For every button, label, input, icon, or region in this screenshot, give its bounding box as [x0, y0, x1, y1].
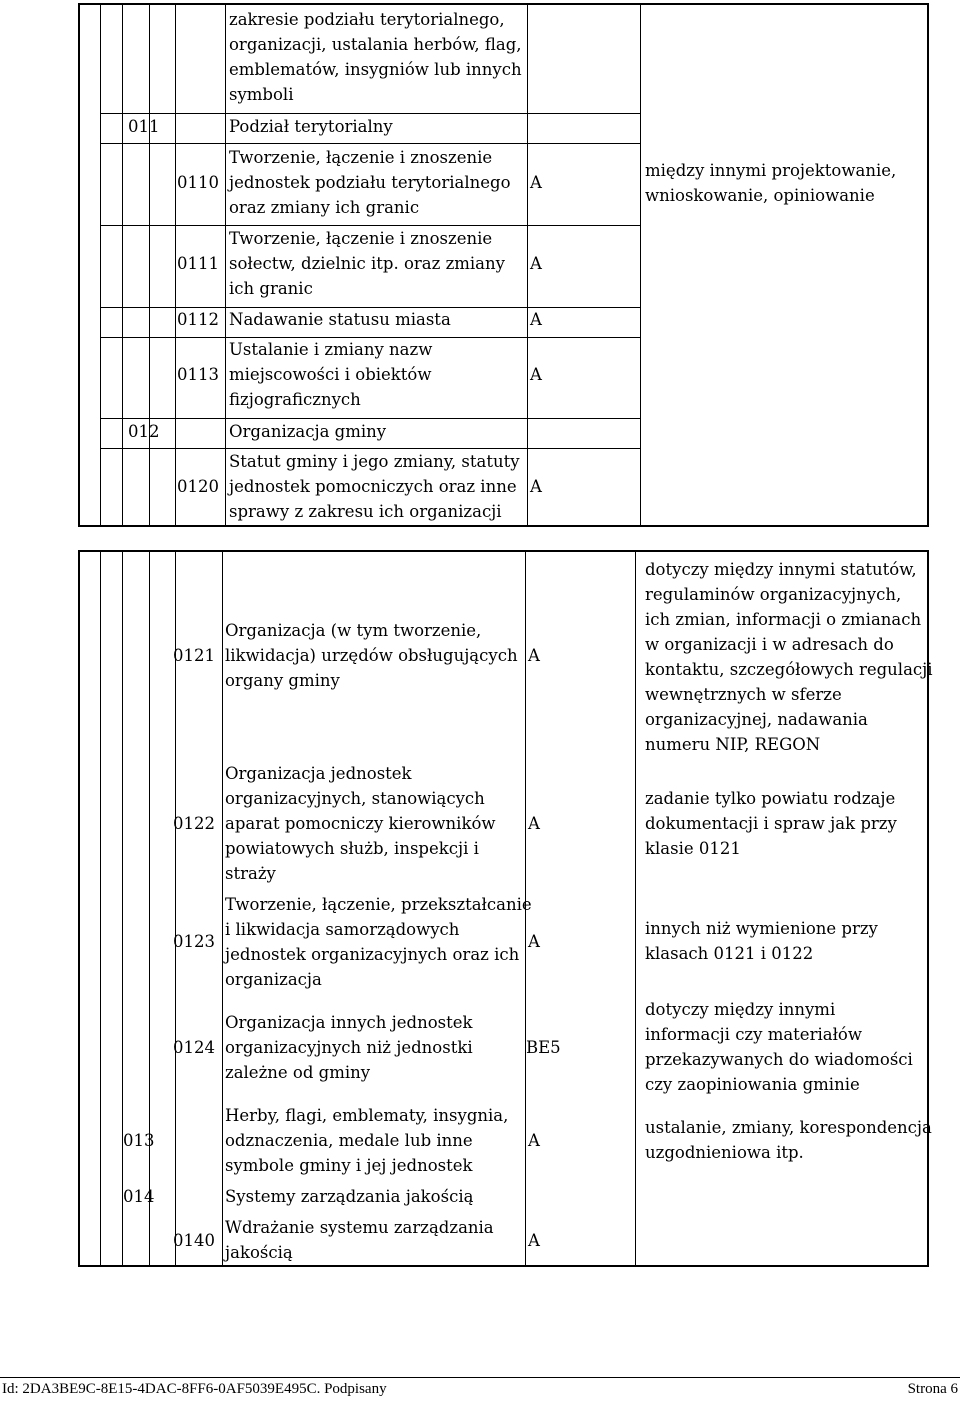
row-code: 013 — [123, 1131, 155, 1150]
row-title: Organizacja innych jednostek organizacyjnych niż jednostki zależne od gminy — [225, 1013, 473, 1082]
row-code: 0120 — [177, 477, 219, 496]
row-title: Tworzenie, łączenie, przekształcanie i likwidacja samorządowych jednostek organizacyjnych oraz ich organizacja — [225, 895, 532, 989]
row-title: Systemy zarządzania jakością — [225, 1187, 474, 1206]
row-title: Podział terytorialny — [229, 117, 393, 136]
row-category: A — [530, 365, 542, 384]
row-code: 0140 — [173, 1231, 215, 1250]
row-category: A — [528, 932, 540, 951]
row-title: Organizacja jednostek organizacyjnych, stanowiących aparat pomocniczy kierowników powiatowych służb, inspekcji i straży — [225, 764, 496, 883]
row-code: 0122 — [173, 814, 215, 833]
row-code: 0110 — [177, 173, 219, 192]
row-category: BE5 — [526, 1038, 561, 1057]
row-code: 012 — [128, 422, 160, 441]
row-remarks: zadanie tylko powiatu rodzaje dokumentacji i spraw jak przy klasie 0121 — [645, 789, 897, 858]
row-code: 0113 — [177, 365, 219, 384]
row-title: Herby, flagi, emblematy, insygnia, odznaczenia, medale lub inne symbole gminy i jej jednostek — [225, 1106, 509, 1175]
row-code: 014 — [123, 1187, 155, 1206]
row-code: 0124 — [173, 1038, 215, 1057]
row-code: 0123 — [173, 932, 215, 951]
row-title: zakresie podziału terytorialnego, organizacji, ustalania herbów, flag, emblematów, insygniów lub innych symboli — [229, 10, 522, 104]
document-id: Id: 2DA3BE9C-8E15-4DAC-8FF6-0AF5039E495C. Podpisany — [2, 1381, 387, 1397]
row-title: Ustalanie i zmiany nazw miejscowości i obiektów fizjograficznych — [229, 340, 433, 409]
row-category: A — [530, 254, 542, 273]
row-remarks: między innymi projektowanie, wnioskowanie, opiniowanie — [645, 161, 897, 205]
row-code: 011 — [128, 117, 160, 136]
row-category: A — [530, 173, 542, 192]
row-title: Statut gminy i jego zmiany, statuty jednostek pomocniczych oraz inne sprawy z zakresu ich organizacji — [229, 452, 520, 521]
row-title: Organizacja (w tym tworzenie, likwidacja) urzędów obsługujących organy gminy — [225, 621, 518, 690]
row-title: Wdrażanie systemu zarządzania jakością — [225, 1218, 494, 1262]
row-category: A — [528, 814, 540, 833]
row-remarks: dotyczy między innymi statutów, regulaminów organizacyjnych, ich zmian, informacji o zmianach w organizacji i w adresach do kontaktu, szczegółowych regulacji wewnętrznych w sferze organizacyjnej, nadawania numeru NIP, REGON — [645, 560, 933, 754]
page-number: Strona 6 — [907, 1381, 958, 1397]
row-category: A — [528, 1131, 540, 1150]
row-title: Tworzenie, łączenie i znoszenie jednostek podziału terytorialnego oraz zmiany ich granic — [229, 148, 511, 217]
row-remarks: dotyczy między innymi informacji czy materiałów przekazywanych do wiadomości czy zaopiniowania gminie — [645, 1000, 913, 1094]
row-code: 0111 — [177, 254, 219, 273]
row-category: A — [528, 1231, 540, 1250]
row-code: 0112 — [177, 310, 219, 329]
footer-divider — [0, 1377, 960, 1378]
row-code: 0121 — [173, 646, 215, 665]
row-remarks: ustalanie, zmiany, korespondencja uzgodnieniowa itp. — [645, 1118, 932, 1162]
row-category: A — [530, 477, 542, 496]
row-category: A — [528, 646, 540, 665]
row-title: Tworzenie, łączenie i znoszenie sołectw, dzielnic itp. oraz zmiany ich granic — [229, 229, 505, 298]
row-title: Nadawanie statusu miasta — [229, 310, 451, 329]
row-remarks: innych niż wymienione przy klasach 0121 i 0122 — [645, 919, 878, 963]
row-title: Organizacja gminy — [229, 422, 387, 441]
row-category: A — [530, 310, 542, 329]
